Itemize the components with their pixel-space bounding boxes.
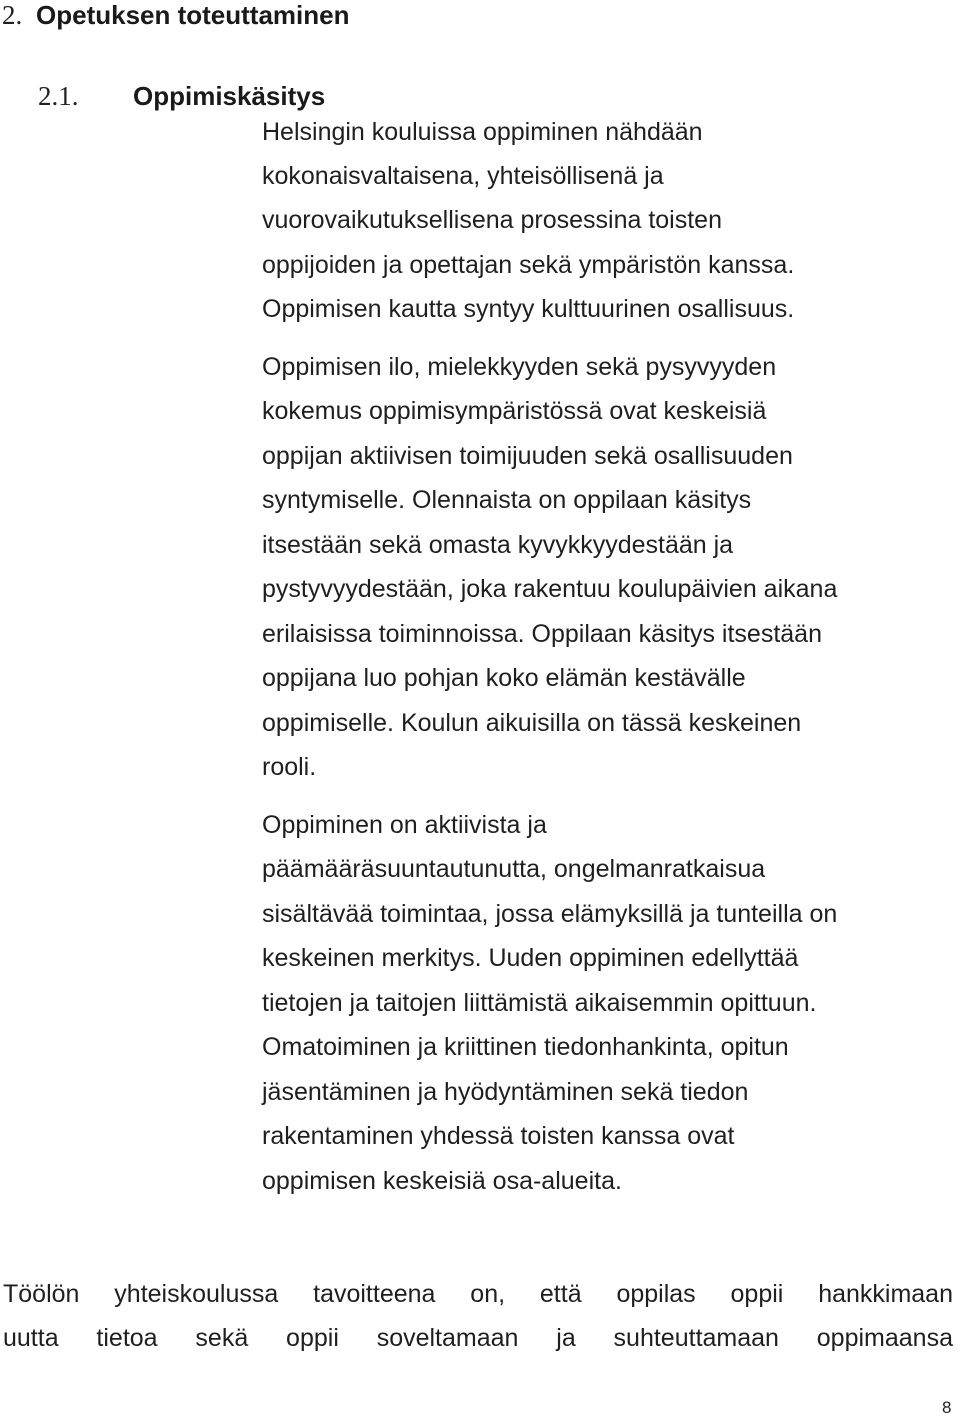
paragraph-line: syntymiselle. Olennaista on oppilaan käsitys (262, 486, 752, 514)
paragraph-line: kokemus oppimisympäristössä ovat keskeisiä (262, 397, 767, 425)
closing-line: uutta tietoa sekä oppii soveltamaan ja suhteuttamaan oppimaansa (3, 1324, 953, 1352)
paragraph-line: oppimisen keskeisiä osa-alueita. (262, 1167, 622, 1195)
paragraph-line: tietojen ja taitojen liittämistä aikaisemmin opittuun. (262, 989, 817, 1017)
paragraph-line: Oppimisen kautta syntyy kulttuurinen osallisuus. (262, 295, 795, 323)
paragraph-line: oppijana luo pohjan koko elämän kestävälle (262, 664, 746, 692)
paragraph-line: Oppiminen on aktiivista ja (262, 811, 547, 839)
paragraph-line: sisältävää toimintaa, jossa elämyksillä ja tunteilla on (262, 900, 838, 928)
paragraph-line: kokonaisvaltaisena, yhteisöllisenä ja (262, 162, 664, 190)
paragraph-line: keskeinen merkitys. Uuden oppiminen edellyttää (262, 944, 799, 972)
paragraph-line: oppimiselle. Koulun aikuisilla on tässä keskeinen (262, 709, 802, 737)
paragraph-line: rakentaminen yhdessä toisten kanssa ovat (262, 1122, 735, 1150)
paragraph-line: pystyvyydestään, joka rakentuu koulupäivien aikana (262, 575, 838, 603)
section-number: 2. (2, 0, 23, 30)
paragraph-line: erilaisissa toiminnoissa. Oppilaan käsitys itsestään (262, 620, 822, 648)
paragraph-line: rooli. (262, 753, 317, 781)
paragraph-line: itsestään sekä omasta kyvykkyydestään ja (262, 531, 734, 559)
closing-line: Töölön yhteiskoulussa tavoitteena on, että oppilas oppii hankkimaan (3, 1280, 953, 1308)
section-title: Opetuksen toteuttaminen (36, 0, 350, 30)
paragraph-line: oppijan aktiivisen toimijuuden sekä osallisuuden (262, 442, 793, 470)
paragraph-line: Omatoiminen ja kriittinen tiedonhankinta, opitun (262, 1033, 789, 1061)
subsection-title: Oppimiskäsitys (133, 81, 326, 111)
paragraph-line: vuorovaikutuksellisena prosessina toisten (262, 206, 722, 234)
paragraph-line: oppijoiden ja opettajan sekä ympäristön kanssa. (262, 251, 795, 279)
paragraph-line: päämääräsuuntautunutta, ongelmanratkaisua (262, 855, 766, 883)
paragraph-line: Helsingin kouluissa oppiminen nähdään (262, 118, 703, 146)
paragraph-line: Oppimisen ilo, mielekkyyden sekä pysyvyyden (262, 353, 777, 381)
subsection-number: 2.1. (38, 81, 79, 111)
paragraph-line: jäsentäminen ja hyödyntäminen sekä tiedon (262, 1078, 749, 1106)
page-number: 8 (942, 1398, 952, 1417)
